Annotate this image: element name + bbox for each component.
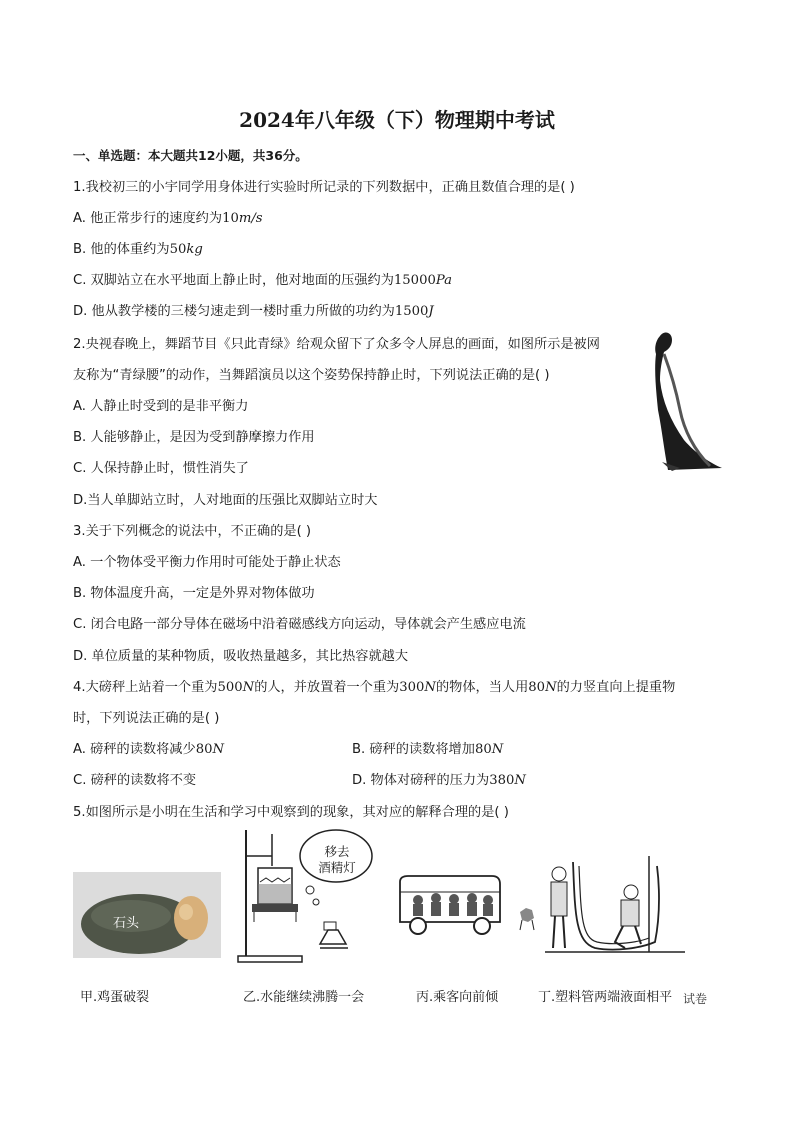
q4-option-c: C. 磅秤的读数将不变 bbox=[73, 773, 197, 788]
q5-stem: 5.如图所示是小明在生活和学习中观察到的现象，其对应的解释合理的是( ) bbox=[73, 805, 509, 820]
q4-stem-line2: 时，下列说法正确的是( ) bbox=[73, 711, 220, 726]
caption-yi: 乙.水能继续沸腾一会 bbox=[243, 990, 365, 1005]
figure-stone-egg bbox=[73, 872, 221, 958]
q1-option-c: C. 双脚站立在水平地面上静止时，他对地面的压强约为15000Pa bbox=[73, 273, 453, 288]
stone-label: 石头 bbox=[113, 916, 140, 931]
figure-boiling-apparatus bbox=[236, 826, 376, 966]
q2-option-c: C. 人保持静止时，惯性消失了 bbox=[73, 461, 249, 476]
q4-option-b: B. 磅秤的读数将增加80N bbox=[352, 742, 504, 757]
section-heading: 一、单选题：本大题共12小题，共36分。 bbox=[73, 148, 308, 163]
q3-option-b: B. 物体温度升高，一定是外界对物体做功 bbox=[73, 586, 315, 601]
q4-option-a: A. 磅秤的读数将减少80N bbox=[73, 742, 225, 757]
q1-option-d: D. 他从教学楼的三楼匀速走到一楼时重力所做的功约为1500J bbox=[73, 304, 434, 319]
q4-option-d: D. 物体对磅秤的压力为380N bbox=[352, 773, 526, 788]
dancer-figure bbox=[650, 330, 726, 472]
caption-jia: 甲.鸡蛋破裂 bbox=[80, 990, 150, 1005]
q3-option-a: A. 一个物体受平衡力作用时可能处于静止状态 bbox=[73, 555, 341, 570]
q2-option-b: B. 人能够静止，是因为受到静摩擦力作用 bbox=[73, 430, 315, 445]
figure-bus-passengers bbox=[396, 872, 542, 940]
caption-bing: 丙.乘客向前倾 bbox=[416, 990, 499, 1005]
figure-plastic-tube-workers bbox=[545, 852, 685, 962]
q2-option-d: D.当人单脚站立时，人对地面的压强比双脚站立时大 bbox=[73, 493, 378, 508]
q1-option-a: A. 他正常步行的速度约为10m/s bbox=[73, 211, 263, 226]
q3-stem: 3.关于下列概念的说法中，不正确的是( ) bbox=[73, 524, 312, 539]
q1-stem: 1.我校初三的小宇同学用身体进行实验时所记录的下列数据中，正确且数值合理的是( ) bbox=[73, 180, 575, 195]
q2-option-a: A. 人静止时受到的是非平衡力 bbox=[73, 399, 249, 414]
watermark: 试卷 bbox=[683, 992, 708, 1006]
q4-stem-line1: 4.大磅秤上站着一个重为500N的人，并放置着一个重为300N的物体，当人用80N的力竖直向上提重物 bbox=[73, 680, 676, 695]
bus-drawing bbox=[396, 872, 542, 940]
thought-bubble-text: 移去 酒精灯 bbox=[318, 844, 356, 875]
q2-stem-line2: 友称为“青绿腰”的动作，当舞蹈演员以这个姿势保持静止时，下列说法正确的是( ) bbox=[73, 368, 550, 383]
exam-title: 2024年八年级（下）物理期中考试 bbox=[239, 108, 555, 132]
stone-egg-photo bbox=[73, 872, 221, 958]
workers-tube-drawing bbox=[545, 852, 685, 962]
caption-ding: 丁.塑料管两端液面相平 bbox=[538, 990, 673, 1005]
q3-option-c: C. 闭合电路一部分导体在磁场中沿着磁感线方向运动，导体就会产生感应电流 bbox=[73, 617, 526, 632]
q2-stem-line1: 2.央视春晚上，舞蹈节目《只此青绿》给观众留下了众多令人屏息的画面，如图所示是被网 bbox=[73, 337, 600, 352]
q1-option-b: B. 他的体重约为50kg bbox=[73, 242, 203, 257]
q3-option-d: D. 单位质量的某种物质，吸收热量越多，其比热容就越大 bbox=[73, 649, 409, 664]
